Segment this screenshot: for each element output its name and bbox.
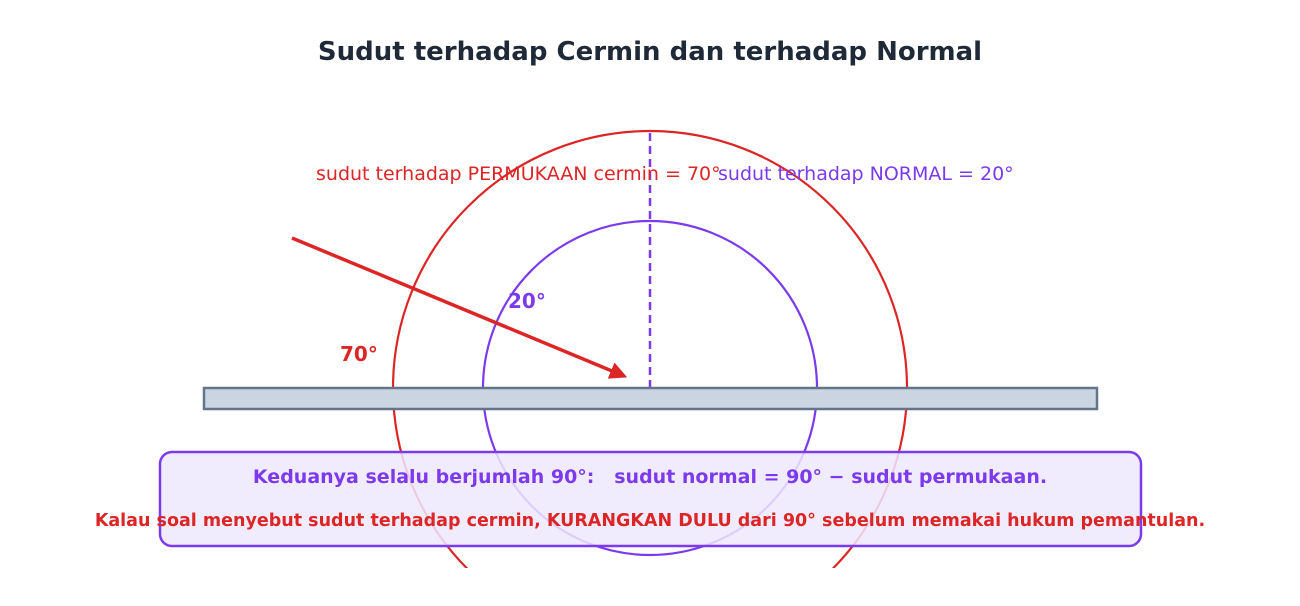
note-line-1: Keduanya selalu berjumlah 90°: sudut normal = 90° − sudut permukaan. [252, 466, 1048, 488]
note-line-2: Kalau soal menyebut sudut terhadap cermin, KURANGKAN DULU dari 90° sebelum memakai hukum pemantulan. [94, 511, 1206, 531]
mirror [204, 388, 1097, 409]
surface-angle-value: 70° [340, 342, 378, 366]
surface-angle-label: sudut terhadap PERMUKAAN cermin = 70° [316, 163, 721, 185]
normal-angle-label: sudut terhadap NORMAL = 20° [718, 163, 1014, 185]
normal-angle-value: 20° [508, 289, 546, 313]
diagram-title: Sudut terhadap Cermin dan terhadap Normal [317, 37, 983, 67]
